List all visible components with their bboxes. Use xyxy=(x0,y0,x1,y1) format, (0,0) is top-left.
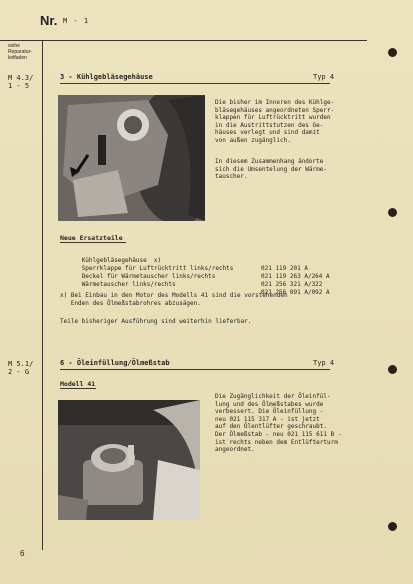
section1-paragraph-2: In diesem Zusammenhang ändorte sich die Umsentelung der Wärme- tauscher. xyxy=(215,158,327,181)
cooling-housing-photo xyxy=(58,95,205,221)
section2-typ: Typ 4 xyxy=(313,359,335,367)
part-name: Kühlgebläsegehäuse x) xyxy=(81,257,162,264)
page-number: 6 xyxy=(20,549,25,558)
punch-hole-icon xyxy=(388,365,397,374)
parts-heading: Neue Ersatzteile xyxy=(60,234,123,242)
model-underline xyxy=(60,388,96,389)
availability-note: Teile bisheriger Ausführung sind weiterhin lieferbar. xyxy=(60,318,252,325)
sidebar-note: siehe Reparatur- leitfaden xyxy=(8,43,32,61)
top-rule xyxy=(0,40,367,41)
oil-filler-photo xyxy=(58,400,200,520)
model-label: Modell 41 xyxy=(60,380,96,388)
section1-title: 3 - Kühlgebläsegehäuse xyxy=(60,73,153,81)
punch-hole-icon xyxy=(388,522,397,531)
part-name: Sperrklappe für Luftrücktritt links/rechts xyxy=(81,265,234,272)
parts-footnote: x) Bei Einbau in den Motor des Modells 41 sind die vorstehenden Enden des Ölmeßstabrohres abzusägen. xyxy=(60,292,288,307)
parts-list xyxy=(60,249,360,296)
parts-heading-underline xyxy=(60,242,126,243)
sidebar-ref-1: M 4.3/ 1 - 5 xyxy=(8,74,34,90)
part-number: 021 119 263 A/264 A xyxy=(261,273,330,280)
part-name: Deckel für Wärmetauscher links/rechts xyxy=(81,273,216,280)
section2-underline xyxy=(60,369,330,370)
nr-label: Nr. xyxy=(40,13,58,28)
section1-underline xyxy=(60,83,330,84)
part-number: 021 256 091 A/092 A xyxy=(261,289,330,296)
section2-paragraph: Die Zugänglichkeit der Öleinfül- lung und des Ölmeßstabes wurde verbessert. Die Öleinfüllung - neu 021 115 317 A - ist jetzt auf den Ölentlüfter geschraubt. Der Ölmeßstab - neu 021 115 611 B - ist rechts neben dem Entlüfterturm angeordnet. xyxy=(215,393,342,454)
margin-rule xyxy=(42,40,43,550)
punch-hole-icon xyxy=(388,48,397,57)
part-number: 021 119 201 A xyxy=(261,265,308,272)
section1-paragraph-1: Die bisher im Inneren des Kühlge- bläsegehäuses angeordneten Sperr- klappen für Luftrücktritt wurden in die Austrittstutzen des Ge- häuses verlegt und sind damit von außen zugänglich. xyxy=(215,99,335,144)
nr-value: M - 1 xyxy=(63,17,90,25)
part-number: 021 256 321 A/322 xyxy=(261,281,323,288)
part-name: Wärmetauscher links/rechts xyxy=(81,281,176,288)
section2-title: 6 - Öleinfüllung/Ölmeßstab xyxy=(60,359,170,367)
section1-typ: Typ 4 xyxy=(313,73,335,81)
punch-hole-icon xyxy=(388,208,397,217)
sidebar-ref-2: M 5.1/ 2 - G xyxy=(8,360,34,376)
